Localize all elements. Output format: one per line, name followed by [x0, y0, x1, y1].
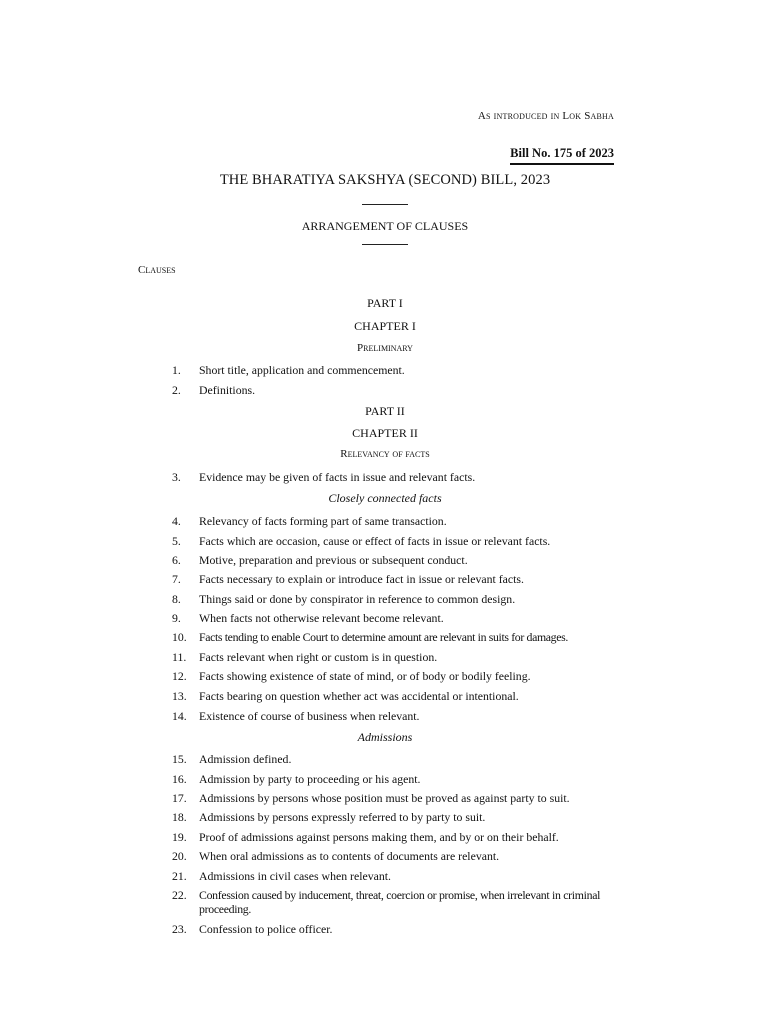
clause-number: 20. — [172, 849, 187, 863]
clause-number: 1. — [172, 363, 181, 377]
clause-text: Proof of admissions against persons making them, and by or on their behalf. — [199, 830, 559, 844]
clause-text: Facts tending to enable Court to determine amount are relevant in suits for damages. — [199, 630, 568, 644]
clause-text: Admissions in civil cases when relevant. — [199, 869, 391, 883]
subheading-admissions: Admissions — [357, 730, 413, 744]
introduced-note: As introduced in Lok Sabha — [477, 110, 614, 122]
clause-text: Facts which are occasion, cause or effect of facts in issue or relevant facts. — [199, 534, 551, 548]
clause-text: Existence of course of business when relevant. — [199, 709, 420, 723]
clause-number: 4. — [172, 514, 181, 528]
clause-number: 12. — [172, 669, 187, 683]
chapter-2-title: Relevancy of facts — [340, 448, 430, 460]
clause-number: 19. — [172, 830, 187, 844]
arrangement-rule — [362, 244, 408, 245]
clause-number: 21. — [172, 869, 187, 883]
clause-number: 14. — [172, 709, 187, 723]
clause-text: Motive, preparation and previous or subsequent conduct. — [199, 553, 468, 567]
clause-number: 16. — [172, 772, 187, 786]
clause-text: Facts relevant when right or custom is in question. — [199, 650, 438, 664]
clause-text: When facts not otherwise relevant become relevant. — [199, 611, 444, 625]
clause-number: 15. — [172, 752, 187, 766]
clause-number: 2. — [172, 383, 181, 397]
clause-text: When oral admissions as to contents of documents are relevant. — [199, 849, 500, 863]
clause-number: 13. — [172, 689, 187, 703]
clause-text: Evidence may be given of facts in issue and relevant facts. — [199, 470, 476, 484]
chapter-1-heading: CHAPTER I — [354, 319, 416, 333]
clause-text: Definitions. — [199, 383, 256, 397]
arrangement-heading: ARRANGEMENT OF CLAUSES — [301, 219, 469, 233]
clause-text: Confession caused by inducement, threat, coercion or promise, when irrelevant in criminal proceeding. — [199, 888, 601, 916]
clause-text: Relevancy of facts forming part of same transaction. — [199, 514, 447, 528]
subheading-closely-connected: Closely connected facts — [328, 491, 442, 505]
clause-number: 7. — [172, 572, 181, 586]
part-1-heading: PART I — [367, 296, 403, 310]
bill-number: Bill No. 175 of 2023 — [510, 146, 614, 165]
chapter-2-heading: CHAPTER II — [352, 426, 418, 440]
clause-text: Admission by party to proceeding or his agent. — [199, 772, 421, 786]
clause-number: 17. — [172, 791, 187, 805]
clause-text: Admissions by persons expressly referred to by party to suit. — [199, 810, 486, 824]
clause-text: Admissions by persons whose position must be proved as against party to suit. — [199, 791, 570, 805]
clauses-label: Clauses — [138, 264, 176, 276]
clause-text: Facts showing existence of state of mind, or of body or bodily feeling. — [199, 669, 531, 683]
part-2-heading: PART II — [365, 404, 405, 418]
clause-text: Facts necessary to explain or introduce fact in issue or relevant facts. — [199, 572, 524, 586]
clause-text: Things said or done by conspirator in reference to common design. — [199, 592, 516, 606]
clause-number: 23. — [172, 922, 187, 936]
clause-number: 18. — [172, 810, 187, 824]
clause-number: 10. — [172, 630, 187, 644]
clause-number: 11. — [172, 650, 187, 664]
clause-number: 22. — [172, 888, 187, 902]
clause-number: 3. — [172, 470, 181, 484]
clause-number: 8. — [172, 592, 181, 606]
clause-text: Confession to police officer. — [199, 922, 333, 936]
clause-text: Admission defined. — [199, 752, 292, 766]
clause-text: Short title, application and commencement. — [199, 363, 405, 377]
bill-title: THE BHARATIYA SAKSHYA (SECOND) BILL, 2023 — [219, 172, 551, 188]
clause-number: 9. — [172, 611, 181, 625]
clause-text: Facts bearing on question whether act was accidental or intentional. — [199, 689, 519, 703]
title-rule — [362, 204, 408, 205]
chapter-1-title: Preliminary — [357, 342, 413, 354]
clause-number: 5. — [172, 534, 181, 548]
clause-number: 6. — [172, 553, 181, 567]
